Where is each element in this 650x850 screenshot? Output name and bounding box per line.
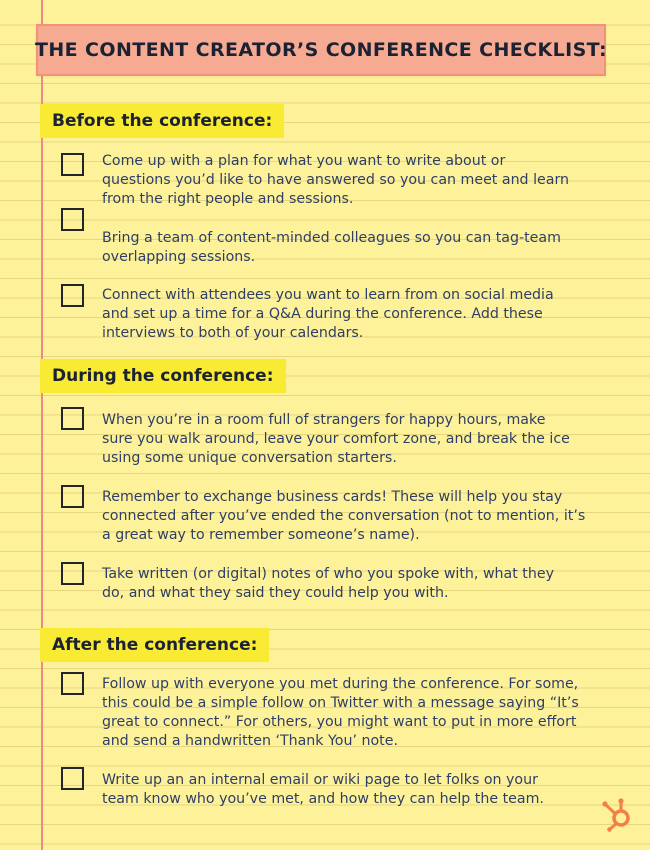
checkbox-after-2[interactable]	[61, 767, 84, 790]
item-after-2: Write up an an internal email or wiki page to let folks on your team know who you’ve met, and how they can help the team.	[102, 772, 544, 807]
title-banner	[36, 24, 606, 76]
item-before-1: Come up with a plan for what you want to write about or questions you’d like to have answered so you can meet and learn from the right people and sessions.	[102, 153, 570, 207]
checkbox-before-3[interactable]	[61, 284, 84, 307]
page-title: THE CONTENT CREATOR’S CONFERENCE CHECKLIST:	[35, 39, 607, 61]
section-after-label: After the conference:	[40, 628, 269, 662]
item-during-2: Remember to exchange business cards! These will help you stay connected after you’ve ended the conversation (not to mention, it’s a great way to remember someone’s name).	[102, 489, 586, 543]
checkbox-during-1[interactable]	[61, 407, 84, 430]
checkbox-during-2[interactable]	[61, 485, 84, 508]
section-before-label: Before the conference:	[40, 104, 284, 138]
checkbox-before-2[interactable]	[61, 208, 84, 231]
checkbox-after-1[interactable]	[61, 672, 84, 695]
checkbox-during-3[interactable]	[61, 562, 84, 585]
item-before-3: Connect with attendees you want to learn from on social media and set up a time for a Q&A during the conference. Add these interviews to both of your calendars.	[102, 287, 554, 341]
item-during-1: When you’re in a room full of strangers for happy hours, make sure you walk around, leave your comfort zone, and break the ice using some unique conversation starters.	[102, 412, 570, 466]
item-during-3: Take written (or digital) notes of who you spoke with, what they do, and what they said they could help you with.	[102, 566, 554, 601]
item-after-1: Follow up with everyone you met during the conference. For some, this could be a simple follow on Twitter with a message saying “It’s great to connect.” For others, you might want to put in more effort and send a handwritten ‘Thank You’ note.	[102, 676, 579, 749]
hubspot-sprocket-icon	[600, 796, 636, 832]
section-during-label: During the conference:	[40, 359, 286, 393]
item-before-2: Bring a team of content-minded colleagues so you can tag-team overlapping sessions.	[102, 230, 561, 265]
checkbox-before-1[interactable]	[61, 153, 84, 176]
